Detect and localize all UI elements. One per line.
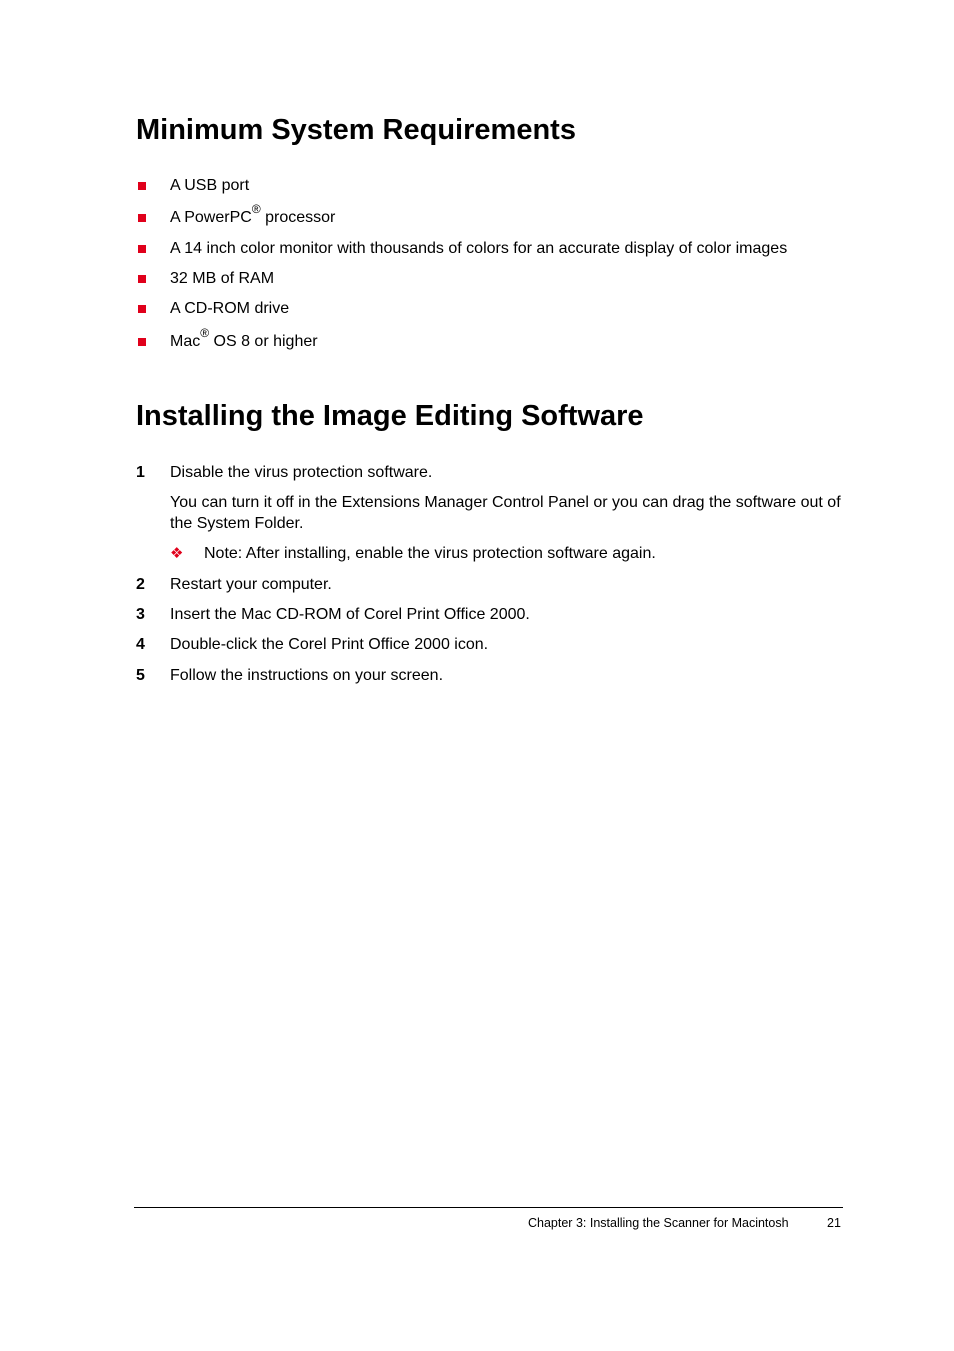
heading-minimum-system-requirements: Minimum System Requirements <box>136 114 576 146</box>
heading-installing-image-editing-software: Installing the Image Editing Software <box>136 400 644 432</box>
list-item-text: A PowerPC® processor <box>170 201 336 226</box>
square-bullet-icon <box>138 214 146 222</box>
step-text: Double-click the Corel Print Office 2000 icon. <box>170 636 489 653</box>
square-bullet-icon <box>138 245 146 253</box>
list-item-text: A USB port <box>170 177 250 194</box>
footer-chapter-title: Chapter 3: Installing the Scanner for Macintosh <box>528 1216 789 1230</box>
step-detail-paragraph: You can turn it off in the Extensions Manager Control Panel or you can drag the software out of the System Folder. <box>170 494 841 532</box>
square-bullet-icon <box>138 338 146 346</box>
step-text: Follow the instructions on your screen. <box>170 667 444 684</box>
square-bullet-icon <box>138 305 146 313</box>
step-number: 5 <box>136 667 145 684</box>
list-item-text: A CD-ROM drive <box>170 300 290 317</box>
list-item-text: Mac® OS 8 or higher <box>170 325 318 350</box>
note-text: Note: After installing, enable the virus protection software again. <box>204 545 656 562</box>
step-number: 2 <box>136 576 145 593</box>
list-item-text: 32 MB of RAM <box>170 270 275 287</box>
footer-divider <box>134 1207 843 1208</box>
registered-mark: ® <box>251 201 261 216</box>
step-number: 4 <box>136 636 145 653</box>
list-item-text: A 14 inch color monitor with thousands of colors for an accurate display of color images <box>170 240 788 257</box>
step-number: 3 <box>136 606 145 623</box>
square-bullet-icon <box>138 182 146 190</box>
step-text: Restart your computer. <box>170 576 332 593</box>
square-bullet-icon <box>138 275 146 283</box>
step-text: Insert the Mac CD-ROM of Corel Print Office 2000. <box>170 606 530 623</box>
step-number: 1 <box>136 464 145 481</box>
diamond-bullet-icon: ❖ <box>170 545 184 562</box>
registered-mark: ® <box>200 325 210 340</box>
page-number: 21 <box>827 1216 841 1230</box>
step-text: Disable the virus protection software. <box>170 464 433 481</box>
